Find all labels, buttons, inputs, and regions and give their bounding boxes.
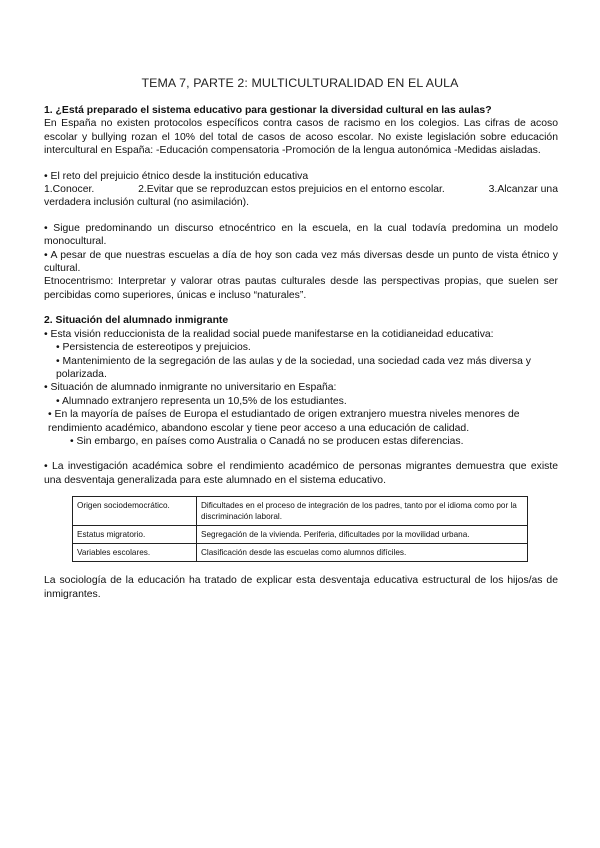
table-cell-factor: Estatus migratorio. bbox=[73, 526, 197, 544]
situacion-item-1: • Alumnado extranjero representa un 10,5% de los estudiantes. bbox=[56, 395, 347, 407]
table-row bbox=[73, 544, 528, 562]
step-3: 3.Alcanzar una bbox=[488, 184, 558, 196]
table-row bbox=[73, 526, 528, 544]
conclusion-paragraph: La sociología de la educación ha tratado de explicar esta desventaja educativa estructural de los hijos/as de inmigrantes. bbox=[44, 575, 558, 600]
table-cell-desc: Clasificación desde las escuelas como alumnos difíciles. bbox=[197, 544, 528, 562]
situacion-item-2: • En la mayoría de países de Europa el estudiantado de origen extranjero muestra niveles menores de rendimiento académico, abandono escolar y tiene peor acceso a una educación de calidad. bbox=[48, 409, 520, 434]
document-body bbox=[44, 104, 558, 601]
etnocentrismo-definition: Etnocentrismo: Interpretar y valorar otras pautas culturales desde las perspectivas propias, que suelen ser percibidas como superiores, únicas e incluso “naturales”. bbox=[44, 276, 558, 301]
table-cell-desc: Segregación de la vivienda. Periferia, dificultades por la movilidad urbana. bbox=[197, 526, 528, 544]
table-cell-factor: Origen sociodemocrático. bbox=[73, 497, 197, 526]
section1-intro: En España no existen protocolos específicos contra casos de racismo en los colegios. Las cifras de acoso escolar y bullying rozan el 10% del total de casos de acoso escolar. No existe legislación sobre educación intercultural en España: -Educación compensatoria -Promoción de la lengua autonómica -Medidas aisladas. bbox=[44, 118, 558, 157]
bullet-diversas: • A pesar de que nuestras escuelas a día de hoy son cada vez más diversas desde un punto de vista étnico y cultural. bbox=[44, 249, 558, 275]
page-title: TEMA 7, PARTE 2: MULTICULTURALIDAD EN EL AULA bbox=[141, 76, 459, 90]
table-cell-desc: Dificultades en el proceso de integración de los padres, tanto por el idioma como por la discriminación laboral. bbox=[197, 497, 528, 526]
section1-heading: 1. ¿Está preparado el sistema educativo para gestionar la diversidad cultural en las aulas? bbox=[44, 105, 492, 116]
step-1: 1.Conocer. bbox=[44, 184, 95, 196]
steps-row bbox=[44, 183, 558, 196]
situacion-bullet: • Situación de alumnado inmigrante no universitario en España: bbox=[44, 382, 337, 394]
step-2: 2.Evitar que se reproduzcan estos prejuicios en el entorno escolar. bbox=[138, 184, 445, 196]
vision-item-2: • Mantenimiento de la segregación de las aulas y de la sociedad, una sociedad cada vez más diversa y polarizada. bbox=[56, 355, 531, 380]
factors-table bbox=[72, 496, 528, 562]
sin-embargo-item: • Sin embargo, en países como Australia o Canadá no se producen estas diferencias. bbox=[70, 435, 464, 447]
investigacion-bullet: • La investigación académica sobre el rendimiento académico de personas migrantes demuestra que existe una desventaja generalizada para este alumnado en el sistema educativo. bbox=[44, 461, 558, 486]
reto-bullet: • El reto del prejuicio étnico desde la institución educativa bbox=[44, 170, 309, 182]
vision-item-1: • Persistencia de estereotipos y prejuicios. bbox=[56, 342, 251, 354]
table-cell-factor: Variables escolares. bbox=[73, 544, 197, 562]
bullet-etnocentrico: • Sigue predominando un discurso etnocéntrico en la escuela, en la cual todavía predomina un modelo monocultural. bbox=[44, 222, 558, 248]
vision-bullet: • Esta visión reduccionista de la realidad social puede manifestarse en la cotidianeidad educativa: bbox=[44, 328, 494, 340]
table-row bbox=[73, 497, 528, 526]
section2-heading: 2. Situación del alumnado inmigrante bbox=[44, 315, 229, 327]
steps-continuation: verdadera inclusión cultural (no asimilación). bbox=[44, 197, 250, 209]
